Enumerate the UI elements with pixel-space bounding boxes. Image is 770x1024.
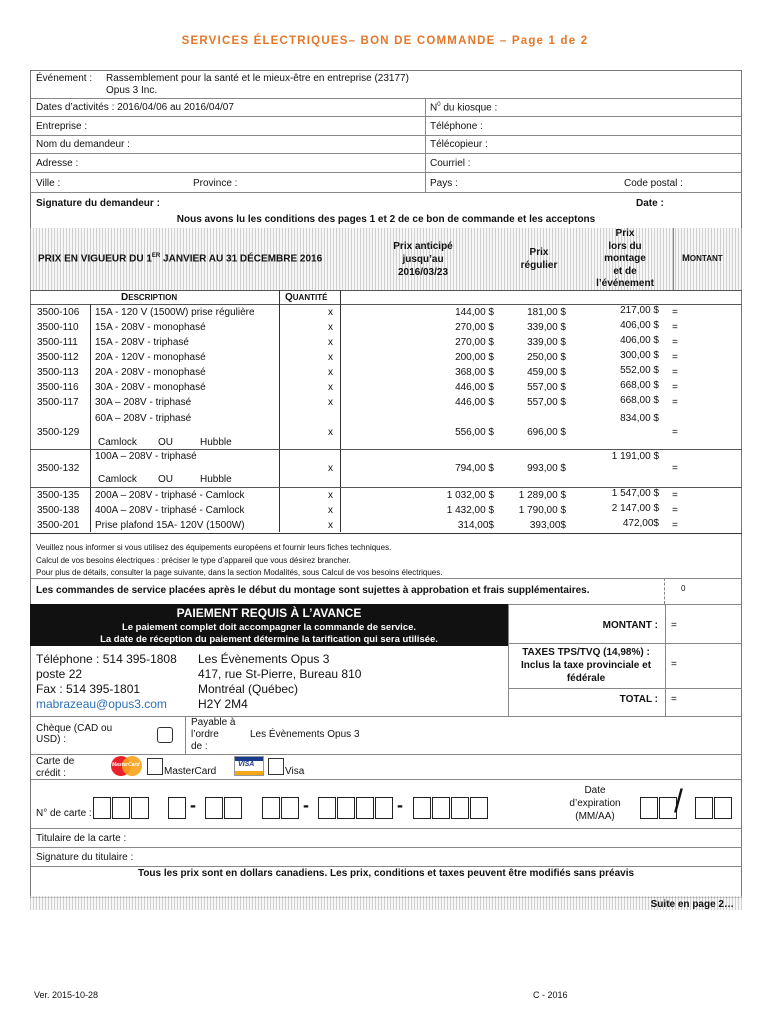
card-separator: - — [303, 795, 309, 815]
option-hubble[interactable]: Hubble — [200, 474, 232, 485]
cardholder-field[interactable]: Titulaire de la carte : — [36, 833, 127, 844]
item-code: 3500-117 — [37, 397, 79, 408]
regular-price: 250,00 $ — [527, 352, 566, 363]
event-label: Événement : — [36, 73, 93, 84]
continued-note: Suite en page 2… — [650, 899, 734, 910]
table-row[interactable] — [30, 450, 742, 488]
onsite-price: 668,00 $ — [620, 395, 659, 406]
card-digit-box[interactable] — [224, 797, 242, 819]
regular-price: 1 790,00 $ — [518, 505, 566, 516]
organizer-city: Montréal (Québec) — [198, 682, 299, 696]
amount-input[interactable]: = — [672, 505, 678, 516]
onsite-price: 1 191,00 $ — [611, 451, 659, 462]
divider — [30, 866, 742, 867]
table-row[interactable] — [30, 395, 742, 410]
table-row[interactable] — [30, 410, 742, 450]
item-code: 3500-201 — [37, 520, 80, 531]
item-description: 30A - 208V - monophasé — [95, 382, 206, 393]
card-digit-box[interactable] — [356, 797, 374, 819]
early-price: 446,00 $ — [455, 397, 494, 408]
early-price-header: Prix anticipé jusqu’au 2016/03/23 — [393, 241, 453, 278]
expiry-label: Date d’expiration (MM/AA) — [569, 785, 621, 822]
regular-price: 696,00 $ — [527, 427, 566, 438]
divider — [30, 192, 742, 193]
amount-input[interactable]: = — [672, 352, 678, 363]
onsite-price: 217,00 $ — [620, 305, 659, 316]
divider — [30, 754, 742, 755]
early-price: 446,00 $ — [455, 382, 494, 393]
conditions-statement: Nous avons lu les conditions des pages 1 et 2 de ce bon de commande et les acceptons — [176, 214, 596, 225]
contact-fax: Fax : 514 395-1801 — [36, 682, 141, 696]
regular-price: 1 289,00 $ — [518, 490, 566, 501]
card-digit-box[interactable] — [168, 797, 186, 819]
onsite-price: 300,00 $ — [620, 350, 659, 361]
divider — [30, 578, 742, 579]
expiry-digit-box[interactable] — [714, 797, 732, 819]
option-camlock[interactable]: Camlock — [98, 437, 137, 448]
expiry-separator: / — [674, 783, 683, 819]
item-description: 30A – 208V - triphasé — [95, 397, 192, 408]
table-row[interactable] — [30, 380, 742, 395]
item-description: 100A – 208V - triphasé — [95, 451, 197, 462]
card-separator: - — [397, 795, 403, 815]
quantity-input[interactable]: x — [328, 352, 333, 363]
amount-input[interactable]: = — [672, 367, 678, 378]
divider — [30, 716, 742, 717]
organizer-name: Les Évènements Opus 3 — [198, 652, 330, 666]
early-price: 314,00$ — [457, 520, 494, 531]
total-label: TOTAL : — [619, 694, 658, 705]
item-code: 3500-138 — [37, 505, 80, 516]
currency-notice: Tous les prix sont en dollars canadiens. Les prix, conditions et taxes peuvent être modifiés sans préavis — [137, 868, 635, 879]
quantity-input[interactable]: x — [328, 382, 333, 393]
payment-heading: PAIEMENT REQUIS À L’AVANCE — [176, 606, 362, 620]
amount-total-input[interactable]: = — [671, 620, 677, 631]
card-number-label: N° de carte : — [36, 808, 92, 819]
address-field[interactable]: Adresse : — [36, 158, 79, 169]
onsite-price: 1 547,00 $ — [611, 488, 659, 499]
expiry-digit-box[interactable] — [695, 797, 713, 819]
divider — [30, 135, 742, 136]
price-period-header: PRIX EN VIGUEUR DU 1ER JANVIER AU 31 DÉCEMBRE 2016 — [38, 253, 323, 265]
onsite-price: 406,00 $ — [620, 320, 659, 331]
option-or: OU — [158, 474, 173, 485]
card-digit-box[interactable] — [318, 797, 336, 819]
quantity-input[interactable]: x — [328, 490, 333, 501]
amount-input[interactable]: = — [672, 322, 678, 333]
divider — [30, 290, 742, 291]
note-details: Pour plus de détails, consulter la page suivante, dans la section Modalités, sous Calcul de vos besoins électriques. — [36, 568, 443, 577]
column-divider — [664, 578, 665, 604]
item-description: Prise plafond 15A- 120V (1500W) — [95, 520, 245, 531]
item-description: 20A - 208V - monophasé — [95, 367, 206, 378]
early-price: 1 032,00 $ — [446, 490, 494, 501]
quantity-header: QUANTITÉ — [285, 292, 328, 303]
amount-input[interactable]: = — [672, 520, 678, 531]
regular-price: 393,00$ — [529, 520, 566, 531]
kiosk-field[interactable]: $N^0$ du kiosque : — [430, 102, 498, 114]
divider — [30, 116, 742, 117]
table-row[interactable] — [30, 488, 742, 503]
item-code: 3500-111 — [37, 337, 78, 348]
signature-field[interactable]: Signature du demandeur : — [36, 198, 160, 209]
card-digit-box[interactable] — [451, 797, 469, 819]
amount-header: MONTANT — [682, 253, 723, 264]
payment-line-2: La date de réception du paiement détermine la tarification qui sera utilisée. — [100, 634, 438, 645]
amount-label: MONTANT : — [602, 620, 658, 631]
regular-price: 557,00 $ — [527, 382, 566, 393]
card-separator: - — [190, 795, 196, 815]
item-code: 3500-135 — [37, 490, 80, 501]
quantity-input[interactable]: x — [328, 397, 333, 408]
payee-name: Les Évènements Opus 3 — [250, 729, 360, 740]
table-row[interactable] — [30, 305, 742, 320]
card-digit-box[interactable] — [281, 797, 299, 819]
quantity-input[interactable]: x — [328, 520, 333, 531]
item-description: 15A - 120 V (1500W) prise régulière — [95, 307, 255, 318]
early-price: 144,00 $ — [455, 307, 494, 318]
column-divider — [673, 228, 674, 290]
quantity-input[interactable]: x — [328, 505, 333, 516]
amount-input[interactable]: = — [672, 382, 678, 393]
version-label: Ver. 2015-10-28 — [34, 990, 99, 1000]
column-divider — [508, 604, 509, 716]
note-european: Veuillez nous informer si vous utilisez des équipements européens et fournir leurs fiches techniques. — [36, 543, 392, 552]
payable-label: Payable à l’ordre de : — [191, 717, 236, 752]
regular-price: 339,00 $ — [527, 322, 566, 333]
divider — [30, 153, 742, 154]
early-price: 1 432,00 $ — [446, 505, 494, 516]
amount-input[interactable]: = — [672, 463, 678, 474]
quantity-input[interactable]: x — [328, 463, 333, 474]
activity-dates: Dates d’activités : 2016/04/06 au 2016/04/07 — [36, 102, 234, 113]
option-or: OU — [158, 437, 173, 448]
regular-price: 339,00 $ — [527, 337, 566, 348]
phone-field[interactable]: Téléphone : — [430, 121, 483, 132]
card-digit-box[interactable] — [112, 797, 130, 819]
organizer-street: 417, rue St-Pierre, Bureau 810 — [198, 667, 362, 681]
mastercard-label: MasterCard — [164, 766, 217, 777]
quantity-input[interactable]: x — [328, 367, 333, 378]
early-price: 794,00 $ — [455, 463, 494, 474]
contact-phone: Téléphone : 514 395-1808 — [36, 652, 177, 666]
quantity-input[interactable]: x — [328, 337, 333, 348]
item-code: 3500-129 — [37, 427, 80, 438]
payment-line-1: Le paiement complet doit accompagner la commande de service. — [121, 622, 417, 633]
regular-price-header: Prix régulier — [520, 247, 558, 271]
divider — [508, 688, 742, 689]
early-price: 368,00 $ — [455, 367, 494, 378]
fax-field[interactable]: Télécopieur : — [430, 139, 488, 150]
item-code: 3500-113 — [37, 367, 79, 378]
early-price: 270,00 $ — [455, 337, 494, 348]
card-digit-box[interactable] — [262, 797, 280, 819]
quantity-input[interactable]: x — [328, 307, 333, 318]
taxes-label: TAXES TPS/TVQ (14,98%) : Inclus la taxe provinciale et fédérale — [520, 647, 652, 684]
regular-price: 557,00 $ — [527, 397, 566, 408]
event-organizer: Opus 3 Inc. — [106, 85, 158, 96]
quantity-input[interactable]: x — [328, 322, 333, 333]
onsite-price: 472,00$ — [622, 518, 659, 529]
regular-price: 459,00 $ — [527, 367, 566, 378]
contact-extension: poste 22 — [36, 667, 83, 681]
card-digit-box[interactable] — [470, 797, 488, 819]
onsite-price: 552,00 $ — [620, 365, 659, 376]
divider — [30, 98, 742, 99]
item-code: 3500-110 — [37, 322, 79, 333]
card-digit-box[interactable] — [413, 797, 431, 819]
onsite-price: 2 147,00 $ — [611, 503, 659, 514]
amount-input[interactable]: = — [672, 397, 678, 408]
city-field[interactable]: Ville : — [36, 178, 61, 189]
expiry-digit-box[interactable] — [640, 797, 658, 819]
item-code: 3500-132 — [37, 463, 80, 474]
item-description: 15A - 208V - monophasé — [95, 322, 206, 333]
amount-input[interactable]: = — [672, 427, 678, 438]
amount-input[interactable]: = — [672, 337, 678, 348]
credit-card-label: Carte de crédit : — [36, 756, 75, 779]
card-digit-box[interactable] — [205, 797, 223, 819]
onsite-price: 406,00 $ — [620, 335, 659, 346]
column-divider — [425, 98, 426, 192]
event-name: Rassemblement pour la santé et le mieux-être en entreprise (23177) — [106, 73, 409, 84]
item-description: 20A - 120V - monophasé — [95, 352, 206, 363]
option-hubble[interactable]: Hubble — [200, 437, 232, 448]
column-divider — [665, 604, 666, 716]
company-field[interactable]: Entreprise : — [36, 121, 88, 132]
description-header: DESCRIPTION — [121, 292, 178, 303]
regular-price: 993,00 $ — [527, 463, 566, 474]
item-description: 200A – 208V - triphasé - Camlock — [95, 490, 245, 501]
table-row[interactable] — [30, 350, 742, 365]
cardholder-signature-field[interactable]: Signature du titulaire : — [36, 852, 134, 863]
province-field[interactable]: Province : — [193, 178, 238, 189]
email-field[interactable]: Courriel : — [430, 158, 471, 169]
card-digit-box[interactable] — [93, 797, 111, 819]
divider — [30, 779, 742, 780]
mastercard-checkbox[interactable] — [147, 758, 163, 775]
requester-field[interactable]: Nom du demandeur : — [36, 139, 130, 150]
contact-email-link[interactable]: mabrazeau@opus3.com — [36, 697, 167, 711]
item-code: 3500-116 — [37, 382, 79, 393]
onsite-price-header: Prix lors du montage et de l’événement — [596, 228, 654, 289]
page-title: SERVICES ÉLECTRIQUES– BON DE COMMANDE – Page 1 de 2 — [181, 35, 589, 47]
early-price: 556,00 $ — [455, 427, 494, 438]
page-code: C - 2016 — [533, 990, 568, 1000]
item-description: 15A - 208V - triphasé — [95, 337, 189, 348]
approval-mark: 0 — [681, 584, 686, 593]
table-row[interactable] — [30, 320, 742, 335]
amount-input[interactable]: = — [672, 490, 678, 501]
card-digit-box[interactable] — [375, 797, 393, 819]
divider — [30, 828, 742, 829]
divider — [30, 847, 742, 848]
date-field[interactable]: Date : — [636, 198, 664, 209]
item-code: 3500-106 — [37, 307, 80, 318]
visa-label: Visa — [285, 766, 305, 777]
onsite-price: 834,00 $ — [620, 413, 659, 424]
visa-logo-icon: VISA — [234, 756, 264, 776]
early-price: 200,00 $ — [455, 352, 494, 363]
total-input[interactable]: = — [671, 694, 677, 705]
cheque-label: Chèque (CAD ou USD) : — [36, 723, 113, 745]
column-divider — [185, 716, 186, 754]
country-field[interactable]: Pays : — [430, 178, 458, 189]
table-row[interactable] — [30, 335, 742, 350]
item-description: 400A – 208V - triphasé - Camlock — [95, 505, 245, 516]
onsite-price: 668,00 $ — [620, 380, 659, 391]
divider — [30, 533, 742, 534]
payment-banner — [30, 604, 508, 646]
divider — [508, 643, 742, 644]
visa-checkbox[interactable] — [268, 758, 284, 775]
table-row[interactable] — [30, 365, 742, 380]
table-row[interactable] — [30, 518, 742, 533]
divider — [30, 172, 742, 173]
mastercard-logo-icon: MasterCard — [111, 756, 141, 776]
amount-input[interactable]: = — [672, 307, 678, 318]
postal-code-field[interactable]: Code postal : — [624, 178, 683, 189]
table-row[interactable] — [30, 503, 742, 518]
regular-price: 181,00 $ — [527, 307, 566, 318]
item-description: 60A – 208V - triphasé — [95, 413, 192, 424]
approval-notice: Les commandes de service placées après le début du montage sont sujettes à approbation et frais supplémentaires. — [36, 585, 590, 596]
cheque-checkbox[interactable] — [157, 727, 173, 743]
option-camlock[interactable]: Camlock — [98, 474, 137, 485]
card-digit-box[interactable] — [432, 797, 450, 819]
note-calculation: Calcul de vos besoins électriques : préciser le type d’appareil que vous désirez brancher. — [36, 556, 351, 565]
organizer-postal: H2Y 2M4 — [198, 697, 248, 711]
card-digit-box[interactable] — [337, 797, 355, 819]
taxes-input[interactable]: = — [671, 659, 677, 670]
item-code: 3500-112 — [37, 352, 79, 363]
quantity-input[interactable]: x — [328, 427, 333, 438]
early-price: 270,00 $ — [455, 322, 494, 333]
card-digit-box[interactable] — [131, 797, 149, 819]
